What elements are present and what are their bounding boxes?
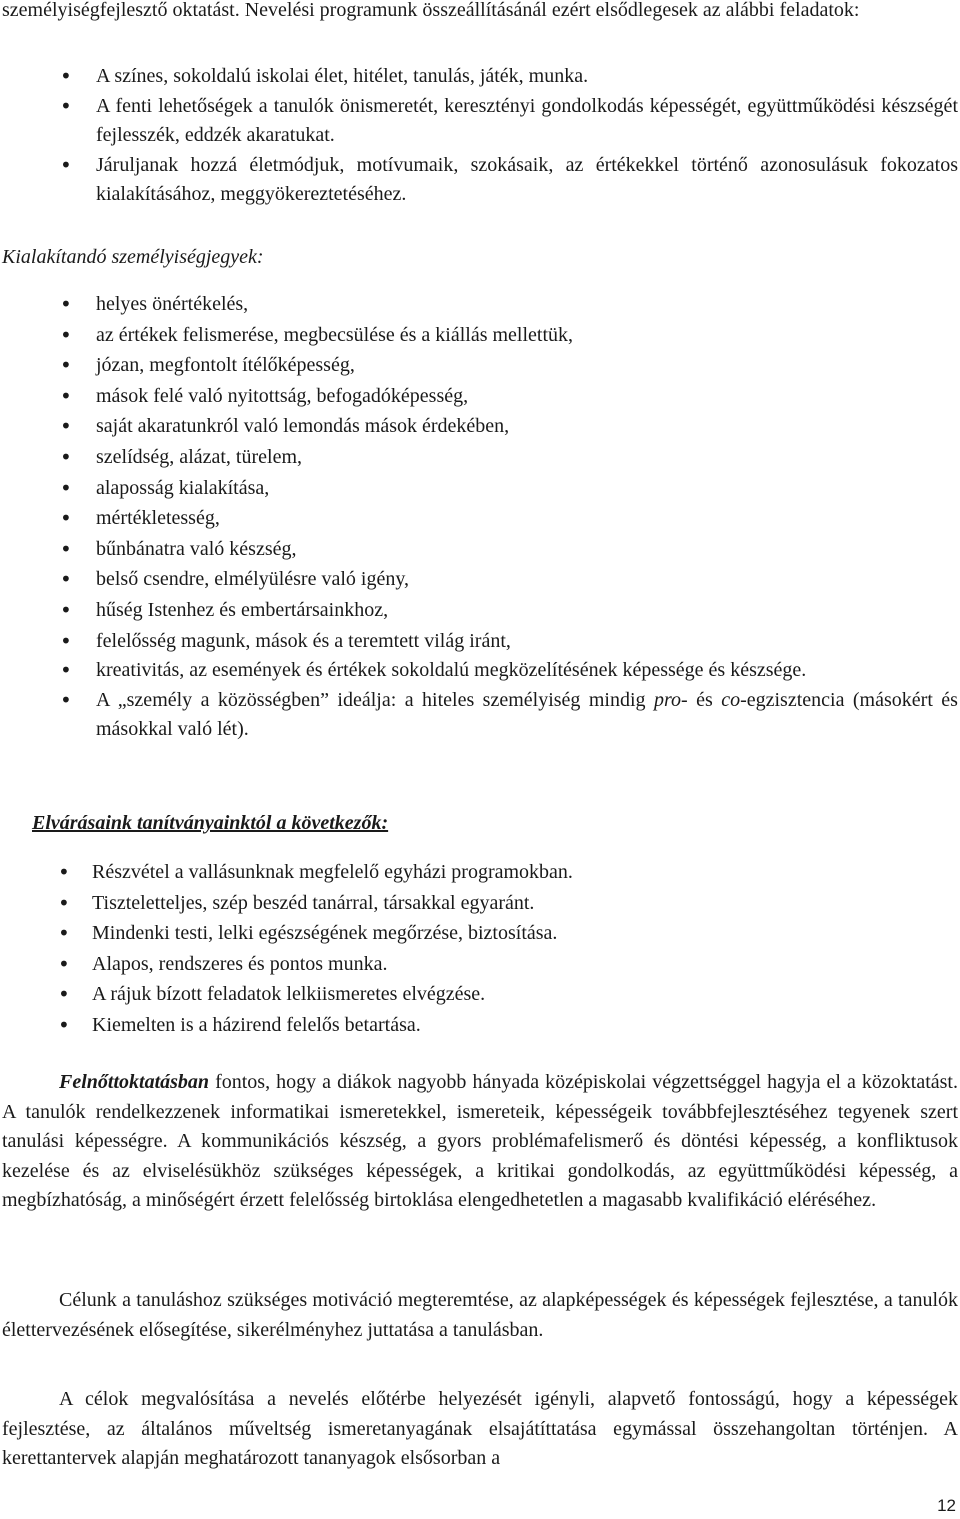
final-paragraph: A célok megvalósítása a nevelés előtérbe helyezését igényli, alapvető fontosságú, hogy a képességek fejlesztése, az általános műveltség ismeretanyagának elsajátíttatása egymással összehangoltan történjen. A kerettantervek alapján meghatározott tananyagok elsősorban a [2,1388,958,1469]
bullet-icon: • [60,687,72,712]
list-item: • bűnbánatra való készség, [0,534,958,565]
bullet-icon: • [58,860,70,884]
bullet-icon: • [60,152,72,177]
page-number: 12 [937,1496,956,1515]
list-item: • belső csendre, elmélyülésre való igény, [0,564,958,595]
intro-paragraph: személyiségfejlesztő oktatást. Nevelési programunk összeállításánál ezért elsődlegesek az alábbi feladatok: [2,0,860,21]
bullet-icon: • [58,890,70,915]
list-item: • alaposság kialakítása, [0,473,958,504]
expectations-heading: Elvárásaink tanítványainktól a következők: [32,812,389,834]
bullet-icon: • [60,597,72,622]
list-item: • az értékek felismerése, megbecsülése és a kiállás mellettük, [0,320,958,351]
bullet-icon: • [60,93,72,118]
list-item: • Mindenki testi, lelki egészségének megőrzése, biztosítása. [0,918,958,949]
bullet-icon: • [60,567,72,592]
tasks-list [0,62,958,210]
expectations-list [0,857,958,1041]
list-item: • A „személy a közösségben” ideálja: a hiteles személyiség mindig pro- és co-egzisztencia (másokért és másokkal való lét). [60,687,958,741]
bullet-icon: • [60,322,72,347]
bullet-icon: • [60,658,72,683]
list-item: • helyes önértékelés, [0,289,958,320]
list-item: • Kiemelten is a házirend felelős betartása. [0,1010,958,1041]
traits-heading: Kialakítandó személyiségjegyek: [2,246,264,268]
bullet-icon: • [58,951,70,976]
bullet-icon: • [60,475,72,500]
bullet-icon: • [60,536,72,561]
bullet-icon: • [60,628,72,653]
list-item: • saját akaratunkról való lemondás mások érdekében, [0,411,958,442]
traits-list [0,289,958,745]
bullet-icon: • [58,982,70,1007]
bullet-icon: • [60,292,72,316]
list-item: • A rájuk bízott feladatok lelkiismeretes elvégzése. [0,979,958,1010]
list-item: • A színes, sokoldalú iskolai élet, hitélet, tanulás, játék, munka. [0,62,958,92]
adult-education-term: Felnőttoktatásban [59,1071,210,1093]
list-item: • hűség Istenhez és embertársainkhoz, [0,595,958,626]
bullet-icon: • [60,64,72,88]
list-item: • józan, megfontolt ítélőképesség, [0,350,958,381]
list-item: • Járuljanak hozzá életmódjuk, motívumaik, szokásaik, az értékekkel történő azonosulásuk fokozatos kialakításához, meggyökereztetéséhez. [60,152,958,205]
bullet-icon: • [60,506,72,531]
adult-education-paragraph: Felnőttoktatásban fontos, hogy a diákok nagyobb hányada középiskolai végzettséggel hagyja el a közoktatást. A tanulók rendelkezzenek informatikai ismeretekkel, ismereteik, képességeik továbbfejlesztéséhez tegyenek szert tanulási képességre. A kommunikációs készség, a gyors problémafelismerő és döntési képesség, a konfliktusok kezelése és az elviselésükhöz szükséges képességek, a kritikai gondolkodás, az együttműködési képesség, a megbízhatóság, a minőségért érzett felelősség birtoklása elengedhetetlen a magasabb kvalifikáció eléréséhez. [2,1071,958,1211]
bullet-icon: • [58,921,70,946]
list-item: • Tiszteletteljes, szép beszéd tanárral, társakkal egyaránt. [0,888,958,919]
list-item: • Alapos, rendszeres és pontos munka. [0,949,958,980]
list-item: • Részvétel a vallásunknak megfelelő egyházi programokban. [0,857,958,888]
list-item: • mértékletesség, [0,503,958,534]
goal-paragraph: Célunk a tanuláshoz szükséges motiváció megteremtése, az alapképességek és képességek fejlesztése, a tanulók élettervezésének elősegítése, sikerélményhez juttatása a tanulásban. [2,1289,958,1341]
bullet-icon: • [60,383,72,408]
list-item: • mások felé való nyitottság, befogadóképesség, [0,381,958,412]
list-item: • felelősség magunk, mások és a teremtett világ iránt, [0,626,958,657]
bullet-icon: • [60,444,72,469]
list-item: • A fenti lehetőségek a tanulók önismeretét, keresztényi gondolkodás képességét, együttműködési készségét fejlesszék, eddzék akaratukat. [60,93,958,146]
bullet-icon: • [58,1012,70,1037]
bullet-icon: • [60,414,72,439]
list-item: • szelídség, alázat, türelem, [0,442,958,473]
list-item: • kreativitás, az események és értékek sokoldalú megközelítésének képessége és készsége. [0,656,958,686]
bullet-icon: • [60,353,72,378]
